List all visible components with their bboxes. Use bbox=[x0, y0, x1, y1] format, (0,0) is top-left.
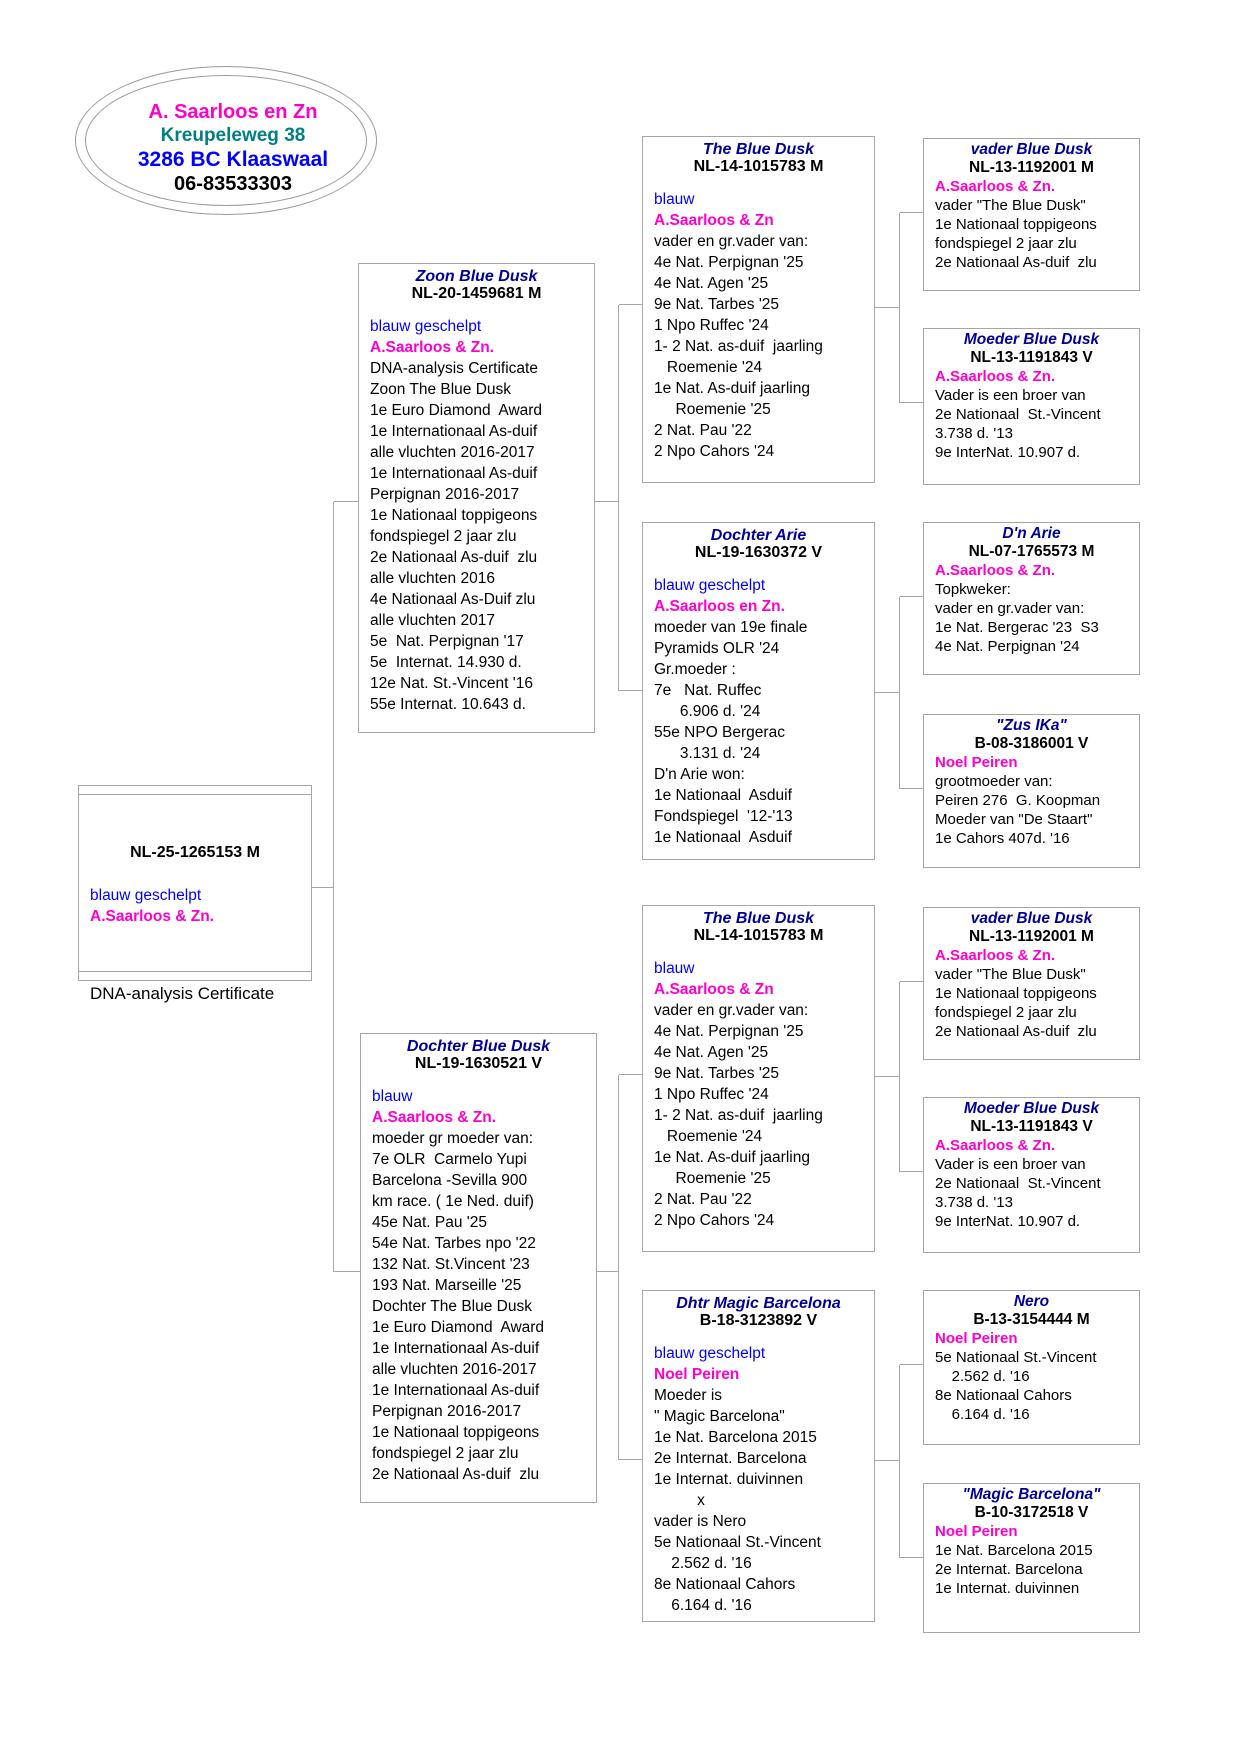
pedigree-box-dhtr-magic-barcelona bbox=[642, 1290, 875, 1622]
connector-line bbox=[900, 212, 923, 213]
dna-certificate-note: DNA-analysis Certificate bbox=[90, 984, 275, 1003]
pedigree-line: 5e Nationaal St.-Vincent bbox=[654, 1534, 821, 1551]
pedigree-line: vader en gr.vader van: bbox=[654, 233, 809, 250]
pedigree-box-vader-blue-dusk-bottom bbox=[923, 907, 1140, 1060]
pedigree-line: 2 Npo Cahors '24 bbox=[654, 443, 775, 460]
pedigree-line: 1e Nationaal toppigeons bbox=[372, 1424, 540, 1441]
connector-line bbox=[900, 402, 923, 403]
pedigree-line: 2e Internat. Barcelona bbox=[935, 1561, 1083, 1578]
pedigree-line: 4e Nat. Perpignan '25 bbox=[654, 254, 804, 271]
ring-number: B-13-3154444 M bbox=[973, 1311, 1090, 1328]
connector-line bbox=[899, 213, 900, 403]
connector-line bbox=[619, 690, 642, 691]
pedigree-line: moeder van 19e finale bbox=[654, 619, 808, 636]
pedigree-line: Perpignan 2016-2017 bbox=[370, 486, 520, 503]
owner-name: A.Saarloos en Zn. bbox=[654, 598, 785, 615]
achievements bbox=[643, 617, 874, 848]
pedigree-line: 1e Euro Diamond Award bbox=[372, 1319, 545, 1336]
pedigree-line: vader "The Blue Dusk" bbox=[935, 966, 1086, 983]
pedigree-box-magic-barcelona bbox=[923, 1483, 1140, 1633]
ring-number: NL-13-1192001 M bbox=[969, 159, 1094, 176]
connector-line bbox=[899, 1365, 900, 1558]
achievements bbox=[924, 965, 1139, 1041]
achievements bbox=[359, 358, 594, 715]
pedigree-line: 4e Nat. Perpignan '25 bbox=[654, 1023, 804, 1040]
divider-line bbox=[79, 794, 311, 795]
pedigree-line: 2.562 d. '16 bbox=[654, 1555, 752, 1572]
pedigree-box-zus-ika bbox=[923, 714, 1140, 868]
pedigree-line: 5e Nat. Perpignan '17 bbox=[370, 633, 524, 650]
connector-line bbox=[875, 692, 899, 693]
ring-number: NL-13-1191843 V bbox=[970, 1118, 1093, 1135]
connector-line bbox=[875, 307, 899, 308]
achievements bbox=[924, 580, 1139, 656]
ring-number: B-10-3172518 V bbox=[974, 1504, 1089, 1521]
color-description: blauw geschelpt bbox=[370, 318, 482, 335]
owner-name: A.Saarloos & Zn. bbox=[90, 908, 215, 925]
owner-name: Noel Peiren bbox=[935, 1330, 1018, 1347]
owner-name: Noel Peiren bbox=[935, 1523, 1018, 1540]
achievements bbox=[924, 1541, 1139, 1598]
ring-number: NL-07-1765573 M bbox=[968, 543, 1095, 560]
owner-name: A.Saarloos & Zn bbox=[654, 212, 774, 229]
ring-number: NL-14-1015783 M bbox=[693, 927, 824, 944]
pigeon-name: "Zus IKa" bbox=[996, 717, 1067, 734]
owner-name: A.Saarloos & Zn. bbox=[370, 339, 495, 356]
pedigree-line: Moeder is bbox=[654, 1387, 723, 1404]
pedigree-line: Vader is een broer van bbox=[935, 1156, 1086, 1173]
pedigree-box-zoon-blue-dusk bbox=[358, 263, 595, 733]
achievements bbox=[361, 1128, 596, 1485]
pedigree-line: 2e Nationaal As-duif zlu bbox=[935, 254, 1097, 271]
connector-line bbox=[595, 501, 618, 502]
pedigree-box-nero bbox=[923, 1290, 1140, 1445]
owner-name: A.Saarloos & Zn. bbox=[935, 368, 1056, 385]
connector-line bbox=[334, 1271, 360, 1272]
pedigree-line: alle vluchten 2016-2017 bbox=[372, 1361, 537, 1378]
pedigree-line: vader "The Blue Dusk" bbox=[935, 197, 1086, 214]
connector-line bbox=[619, 304, 642, 305]
pedigree-line: 2e Nationaal As-duif zlu bbox=[372, 1466, 540, 1483]
pedigree-line: fondspiegel 2 jaar zlu bbox=[370, 528, 517, 545]
ring-number: NL-14-1015783 M bbox=[693, 158, 824, 175]
pedigree-line: 4e Nat. Agen '25 bbox=[654, 275, 769, 292]
pedigree-line: 9e Nat. Tarbes '25 bbox=[654, 1065, 780, 1082]
pedigree-box-dochter-arie bbox=[642, 522, 875, 860]
pedigree-line: 2e Internat. Barcelona bbox=[654, 1450, 807, 1467]
pedigree-line: DNA-analysis Certificate bbox=[370, 360, 538, 377]
pedigree-line: Fondspiegel '12-'13 bbox=[654, 808, 793, 825]
pedigree-line: Roemenie '25 bbox=[654, 1170, 771, 1187]
pedigree-line: Vader is een broer van bbox=[935, 387, 1086, 404]
pedigree-line: alle vluchten 2016 bbox=[370, 570, 495, 587]
pedigree-line: 3.131 d. '24 bbox=[654, 745, 761, 762]
pedigree-line: alle vluchten 2016-2017 bbox=[370, 444, 535, 461]
pedigree-line: fondspiegel 2 jaar zlu bbox=[935, 1004, 1077, 1021]
pedigree-line: vader en gr.vader van: bbox=[935, 600, 1085, 617]
pigeon-name: Moeder Blue Dusk bbox=[963, 1100, 1100, 1117]
ring-number: NL-13-1192001 M bbox=[969, 928, 1094, 945]
pedigree-line: 1e Nat. Barcelona 2015 bbox=[654, 1429, 817, 1446]
pedigree-line: 12e Nat. St.-Vincent '16 bbox=[370, 675, 533, 692]
pedigree-line: 8e Nationaal Cahors bbox=[935, 1387, 1072, 1404]
connector-line bbox=[900, 1171, 923, 1172]
pedigree-box-moeder-blue-dusk-top bbox=[923, 328, 1140, 485]
ring-number: B-18-3123892 V bbox=[699, 1312, 818, 1329]
achievements bbox=[643, 1385, 874, 1616]
breeder-name: A. Saarloos en Zn bbox=[148, 101, 318, 123]
color-description: blauw bbox=[372, 1088, 413, 1105]
pedigree-line: 1e Internat. duivinnen bbox=[654, 1471, 804, 1488]
owner-name: A.Saarloos & Zn. bbox=[935, 947, 1056, 964]
connector-line bbox=[899, 982, 900, 1172]
color-description: blauw geschelpt bbox=[654, 577, 766, 594]
pedigree-line: Zoon The Blue Dusk bbox=[370, 381, 512, 398]
breeder-phone: 06-83533303 bbox=[174, 173, 292, 195]
pigeon-name: Dhtr Magic Barcelona bbox=[676, 1295, 841, 1312]
pedigree-line: 1e Internationaal As-duif bbox=[370, 465, 538, 482]
pedigree-box-moeder-blue-dusk-bottom bbox=[923, 1097, 1140, 1253]
connector-line bbox=[899, 597, 900, 789]
pedigree-line: 1e Nat. As-duif jaarling bbox=[654, 1149, 810, 1166]
pedigree-line: 6.906 d. '24 bbox=[654, 703, 761, 720]
pedigree-line: 1- 2 Nat. as-duif jaarling bbox=[654, 1107, 823, 1124]
pedigree-line: 2.562 d. '16 bbox=[935, 1368, 1030, 1385]
pedigree-line: 55e NPO Bergerac bbox=[654, 724, 785, 741]
pedigree-line: 7e OLR Carmelo Yupi bbox=[372, 1151, 527, 1168]
pedigree-line: 2e Nationaal St.-Vincent bbox=[935, 1175, 1101, 1192]
pedigree-line: 3.738 d. '13 bbox=[935, 1194, 1013, 1211]
achievements bbox=[924, 1348, 1139, 1424]
color-description: blauw bbox=[654, 960, 695, 977]
owner-name: A.Saarloos & Zn. bbox=[935, 178, 1056, 195]
owner-name: A.Saarloos & Zn. bbox=[935, 562, 1056, 579]
pedigree-line: 1 Npo Ruffec '24 bbox=[654, 1086, 769, 1103]
connector-line bbox=[334, 501, 358, 502]
pedigree-line: 132 Nat. St.Vincent '23 bbox=[372, 1256, 530, 1273]
connector-line bbox=[597, 1271, 618, 1272]
pedigree-line: 1e Nationaal toppigeons bbox=[935, 985, 1097, 1002]
achievements bbox=[924, 1155, 1139, 1231]
pedigree-line: Perpignan 2016-2017 bbox=[372, 1403, 522, 1420]
pedigree-line: 2 Nat. Pau '22 bbox=[654, 422, 752, 439]
pedigree-line: Gr.moeder : bbox=[654, 661, 736, 678]
connector-line bbox=[619, 1459, 642, 1460]
connector-line bbox=[333, 502, 334, 1272]
pedigree-line: 1e Nationaal toppigeons bbox=[935, 216, 1097, 233]
pigeon-name: "Magic Barcelona" bbox=[962, 1486, 1101, 1503]
pedigree-line: 7e Nat. Ruffec bbox=[654, 682, 762, 699]
pedigree-line: 1e Euro Diamond Award bbox=[370, 402, 543, 419]
achievements bbox=[924, 196, 1139, 272]
connector-line bbox=[900, 788, 923, 789]
pigeon-name: vader Blue Dusk bbox=[970, 141, 1093, 158]
pedigree-box-vader-blue-dusk-top bbox=[923, 138, 1140, 291]
pedigree-line: fondspiegel 2 jaar zlu bbox=[935, 235, 1077, 252]
pedigree-line: Roemenie '24 bbox=[654, 1128, 763, 1145]
pedigree-line: 1e Internationaal As-duif bbox=[372, 1382, 540, 1399]
ring-number: NL-20-1459681 M bbox=[411, 285, 542, 302]
owner-name: A.Saarloos & Zn. bbox=[935, 1137, 1056, 1154]
pedigree-line: 55e Internat. 10.643 d. bbox=[370, 696, 526, 713]
pedigree-line: 1e Nationaal Asduif bbox=[654, 829, 792, 846]
pedigree-line: 3.738 d. '13 bbox=[935, 425, 1013, 442]
achievements bbox=[643, 1000, 874, 1231]
pedigree-line: 2e Nationaal As-duif zlu bbox=[935, 1023, 1097, 1040]
pedigree-line: 9e InterNat. 10.907 d. bbox=[935, 444, 1081, 461]
pigeon-name: Moeder Blue Dusk bbox=[963, 331, 1100, 348]
owner-name: A.Saarloos & Zn. bbox=[372, 1109, 497, 1126]
pedigree-line: Pyramids OLR '24 bbox=[654, 640, 780, 657]
ring-number: NL-19-1630372 V bbox=[694, 544, 823, 561]
pedigree-line: 2e Nationaal St.-Vincent bbox=[935, 406, 1101, 423]
connector-line bbox=[900, 1557, 923, 1558]
connector-line bbox=[900, 596, 923, 597]
pedigree-box-subject bbox=[78, 785, 312, 981]
pigeon-name: Nero bbox=[1013, 1293, 1050, 1310]
owner-name: Noel Peiren bbox=[654, 1366, 740, 1383]
pedigree-line: " Magic Barcelona" bbox=[654, 1408, 785, 1425]
pedigree-line: 1e Nat. Barcelona 2015 bbox=[935, 1542, 1093, 1559]
pedigree-line: Dochter The Blue Dusk bbox=[372, 1298, 532, 1315]
pedigree-line: Barcelona -Sevilla 900 bbox=[372, 1172, 528, 1189]
pedigree-box-dn-arie bbox=[923, 522, 1140, 675]
pedigree-line: 9e Nat. Tarbes '25 bbox=[654, 296, 780, 313]
connector-line bbox=[618, 305, 619, 691]
pedigree-line: 9e InterNat. 10.907 d. bbox=[935, 1213, 1081, 1230]
pedigree-line: 8e Nationaal Cahors bbox=[654, 1576, 796, 1593]
connector-line bbox=[875, 1076, 899, 1077]
connector-line bbox=[900, 981, 923, 982]
pedigree-line: 1e Cahors 407d. '16 bbox=[935, 830, 1070, 847]
color-description: blauw geschelpt bbox=[654, 1345, 766, 1362]
pedigree-line: 4e Nat. Perpignan '24 bbox=[935, 638, 1080, 655]
connector-line bbox=[619, 1074, 642, 1075]
pedigree-line: 1e Nationaal Asduif bbox=[654, 787, 792, 804]
color-description: blauw geschelpt bbox=[90, 887, 202, 904]
pigeon-name: The Blue Dusk bbox=[702, 910, 815, 927]
pedigree-box-dochter-blue-dusk bbox=[360, 1033, 597, 1503]
connector-line bbox=[312, 887, 333, 888]
ring-number: B-08-3186001 V bbox=[974, 735, 1089, 752]
breeder-city: 3286 BC Klaaswaal bbox=[137, 148, 329, 171]
pedigree-line: vader en gr.vader van: bbox=[654, 1002, 809, 1019]
pedigree-line: 1e Internationaal As-duif bbox=[372, 1340, 540, 1357]
pedigree-line: Roemenie '25 bbox=[654, 401, 771, 418]
pedigree-line: 1e Nationaal toppigeons bbox=[370, 507, 538, 524]
pedigree-line: 2 Nat. Pau '22 bbox=[654, 1191, 752, 1208]
pedigree-box-the-blue-dusk-bottom bbox=[642, 905, 875, 1252]
pigeon-name: Dochter Blue Dusk bbox=[406, 1038, 551, 1055]
color-description: blauw bbox=[654, 191, 695, 208]
connector-line bbox=[875, 1460, 899, 1461]
pedigree-line: 193 Nat. Marseille '25 bbox=[372, 1277, 522, 1294]
pedigree-line: 1e Nat. As-duif jaarling bbox=[654, 380, 810, 397]
achievements bbox=[924, 386, 1139, 462]
pigeon-name: The Blue Dusk bbox=[702, 141, 815, 158]
owner-name: Noel Peiren bbox=[935, 754, 1018, 771]
pedigree-line: fondspiegel 2 jaar zlu bbox=[372, 1445, 519, 1462]
pedigree-line: x bbox=[654, 1492, 705, 1509]
breeder-street: Kreupeleweg 38 bbox=[160, 125, 306, 146]
pedigree-line: 54e Nat. Tarbes npo '22 bbox=[372, 1235, 536, 1252]
pedigree-line: 4e Nationaal As-Duif zlu bbox=[370, 591, 536, 608]
divider-line bbox=[79, 971, 311, 972]
pedigree-line: 45e Nat. Pau '25 bbox=[372, 1214, 487, 1231]
pedigree-line: D'n Arie won: bbox=[654, 766, 745, 783]
pedigree-box-the-blue-dusk-top bbox=[642, 136, 875, 483]
pigeon-name: Zoon Blue Dusk bbox=[415, 268, 538, 285]
pedigree-line: moeder gr moeder van: bbox=[372, 1130, 534, 1147]
pigeon-name: vader Blue Dusk bbox=[970, 910, 1093, 927]
achievements bbox=[924, 772, 1139, 848]
pedigree-line: km race. ( 1e Ned. duif) bbox=[372, 1193, 534, 1210]
pedigree-line: vader is Nero bbox=[654, 1513, 747, 1530]
pedigree-line: 4e Nat. Agen '25 bbox=[654, 1044, 769, 1061]
connector-line bbox=[618, 1075, 619, 1460]
pedigree-line: 1- 2 Nat. as-duif jaarling bbox=[654, 338, 823, 355]
pigeon-name: D'n Arie bbox=[1002, 525, 1061, 542]
owner-name: A.Saarloos & Zn bbox=[654, 981, 774, 998]
pedigree-line: alle vluchten 2017 bbox=[370, 612, 495, 629]
pedigree-line: Moeder van "De Staart" bbox=[935, 811, 1093, 828]
pedigree-line: 5e Internat. 14.930 d. bbox=[370, 654, 522, 671]
pedigree-line: 1 Npo Ruffec '24 bbox=[654, 317, 769, 334]
pedigree-line: Topkweker: bbox=[935, 581, 1011, 598]
pedigree-line: Roemenie '24 bbox=[654, 359, 763, 376]
pedigree-line: 5e Nationaal St.-Vincent bbox=[935, 1349, 1097, 1366]
pedigree-line: 2 Npo Cahors '24 bbox=[654, 1212, 775, 1229]
pedigree-line: 1e Internat. duivinnen bbox=[935, 1580, 1080, 1597]
pedigree-line: 1e Nat. Bergerac '23 S3 bbox=[935, 619, 1099, 636]
ring-number: NL-13-1191843 V bbox=[970, 349, 1093, 366]
ring-number: NL-25-1265153 M bbox=[130, 844, 260, 861]
connector-line bbox=[900, 1364, 923, 1365]
pedigree-line: 6.164 d. '16 bbox=[654, 1597, 752, 1614]
pedigree-line: 6.164 d. '16 bbox=[935, 1406, 1030, 1423]
pedigree-line: 1e Internationaal As-duif bbox=[370, 423, 538, 440]
pedigree-line: grootmoeder van: bbox=[935, 773, 1053, 790]
pedigree-line: 2e Nationaal As-duif zlu bbox=[370, 549, 538, 566]
achievements bbox=[643, 231, 874, 462]
breeder-stamp bbox=[88, 100, 378, 196]
ring-number: NL-19-1630521 V bbox=[414, 1055, 543, 1072]
pedigree-line: Peiren 276 G. Koopman bbox=[935, 792, 1101, 809]
pigeon-name: Dochter Arie bbox=[710, 527, 807, 544]
